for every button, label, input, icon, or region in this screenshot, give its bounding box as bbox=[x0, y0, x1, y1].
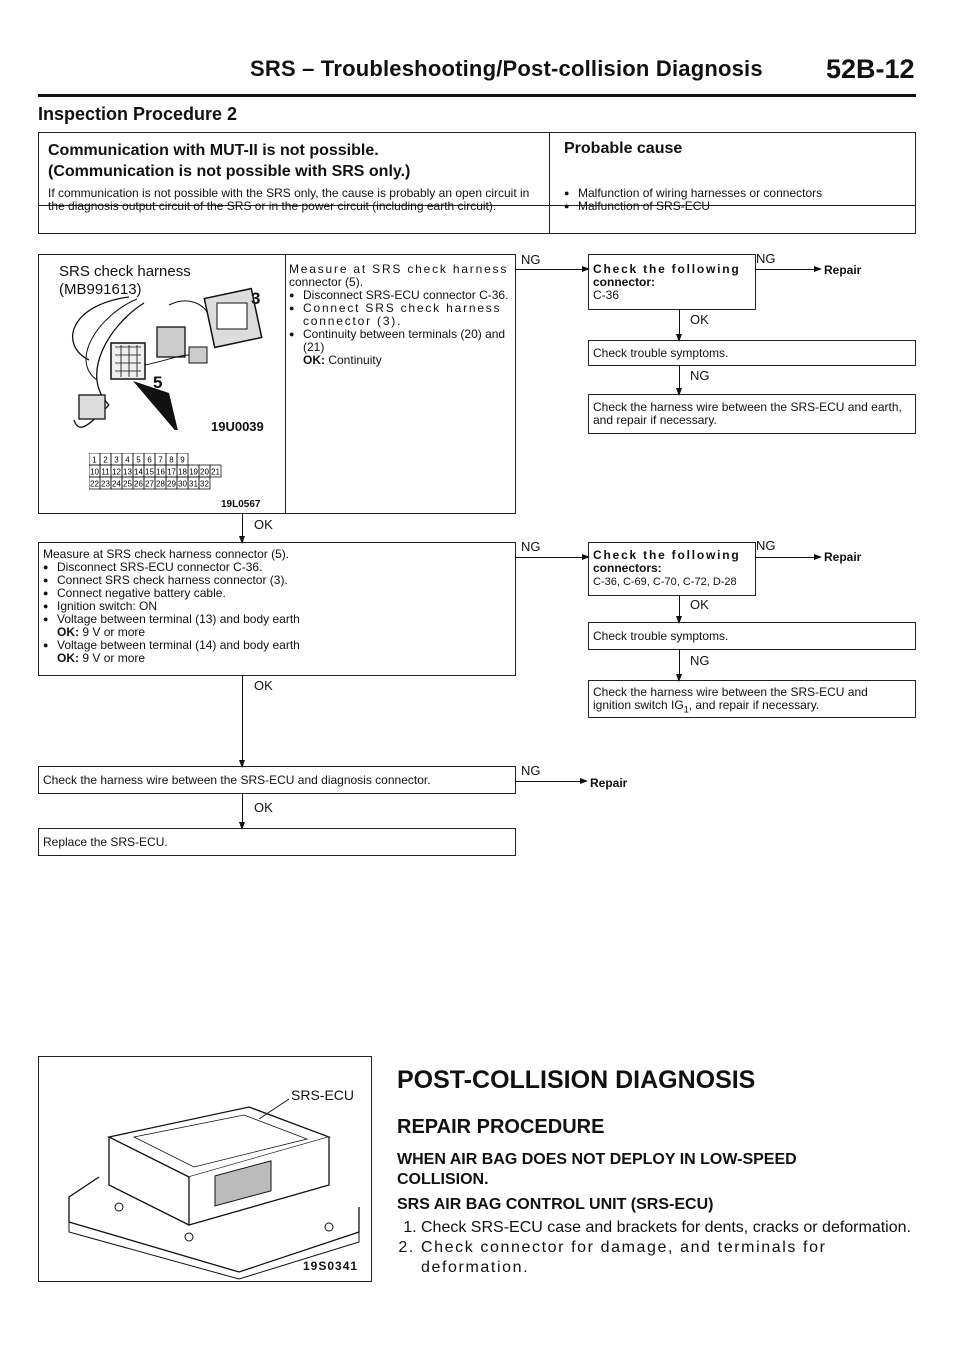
figure-title: SRS check harness (MB991613) bbox=[59, 263, 191, 298]
step3-box: Check the harness wire between the SRS-ECU and diagnosis connector. bbox=[38, 766, 516, 794]
pin-label: 17 bbox=[167, 467, 176, 477]
pin-label: 21 bbox=[211, 467, 220, 477]
pin-label: 28 bbox=[156, 479, 165, 489]
step1-instructions: Measure at SRS check harness connector (5). ● Disconnect SRS-ECU connector C-36. ● Connect SRS check harness connector (3). ● Continuity between terminals (20) and (21) OK: Continuity bbox=[289, 263, 511, 367]
callout-3: 3 bbox=[251, 289, 261, 308]
pin-label: 13 bbox=[123, 467, 132, 477]
pin-label: 10 bbox=[90, 467, 99, 477]
pin-label: 29 bbox=[167, 479, 176, 489]
figure-code-top: 19U0039 bbox=[211, 419, 264, 434]
callout-5: 5 bbox=[153, 373, 163, 392]
unit-heading: SRS AIR BAG CONTROL UNIT (SRS-ECU) bbox=[397, 1196, 714, 1213]
pin-label: 16 bbox=[156, 467, 165, 477]
pin-label: 14 bbox=[134, 467, 143, 477]
branch1-check-box: Check the following connector: C-36 bbox=[588, 254, 756, 310]
header-rule bbox=[38, 94, 916, 97]
pin-label: 6 bbox=[147, 455, 152, 465]
symptom-description: If communication is not possible with the SRS only, the cause is probably an open circuit in the diagnosis output circuit of the SRS or in the power circuit (including earth circuit). bbox=[48, 186, 530, 213]
pin-label: 5 bbox=[136, 455, 141, 465]
pin-label: 7 bbox=[158, 455, 163, 465]
figure-code-bottom: 19L0567 bbox=[221, 499, 261, 510]
step1-box bbox=[38, 254, 516, 514]
ecu-figure-code: 19S0341 bbox=[303, 1259, 359, 1273]
step3-repair: Repair bbox=[590, 776, 628, 790]
pin-label: 9 bbox=[180, 455, 185, 465]
branch2-harness-box: Check the harness wire between the SRS-ECU and ignition switch $IG_1$, and repair if necessary. bbox=[588, 680, 916, 718]
pin-label: 26 bbox=[134, 479, 143, 489]
section-title: Inspection Procedure 2 bbox=[38, 104, 238, 124]
pin-label: 1 bbox=[92, 455, 97, 465]
symptom-title: Communication with MUT-II is not possible. (Communication is not possible with SRS only.) bbox=[48, 142, 411, 180]
pin-label: 19 bbox=[189, 467, 198, 477]
pin-label: 8 bbox=[169, 455, 174, 465]
symptom-table bbox=[38, 132, 916, 234]
branch1-harness-box: Check the harness wire between the SRS-ECU and earth, and repair if necessary. bbox=[588, 394, 916, 434]
step2-box: Measure at SRS check harness connector (5). ● Disconnect SRS-ECU connector C-36. ● Connect SRS check harness connector (3). ● Connect negative battery cable. ● Ignition switch: ON ● Voltage between terminal (13) and body earth OK: 9 V or more ● Voltage between terminal (14) and body earth OK: 9 V or more bbox=[38, 542, 516, 676]
page-number: 52B-12 bbox=[826, 54, 915, 84]
branch2-check-box: Check the following connectors: C-36, C-69, C-70, C-72, D-28 bbox=[588, 542, 756, 596]
pin-label: 31 bbox=[189, 479, 198, 489]
pin-label: 15 bbox=[145, 467, 154, 477]
repair-steps: 1. Check SRS-ECU case and brackets for dents, cracks or deformation. 2. Check connector for damage, and terminals for deformation. bbox=[397, 1218, 917, 1278]
check-harness-illustration bbox=[49, 285, 279, 430]
pin-label: 30 bbox=[178, 479, 187, 489]
pin-label: 22 bbox=[90, 479, 99, 489]
pin-label: 4 bbox=[125, 455, 130, 465]
branch2-repair: Repair bbox=[824, 550, 862, 564]
probable-cause-header: Probable cause bbox=[564, 140, 683, 157]
pin-label: 2 bbox=[103, 455, 108, 465]
pin-layout-diagram bbox=[89, 453, 269, 493]
pin-label: 24 bbox=[112, 479, 121, 489]
pin-label: 25 bbox=[123, 479, 132, 489]
branch1-repair: Repair bbox=[824, 263, 862, 277]
pin-label: 12 bbox=[112, 467, 121, 477]
probable-cause-list: ● Malfunction of wiring harnesses or connectors ● Malfunction of SRS-ECU bbox=[564, 187, 822, 213]
srs-ecu-label: SRS-ECU bbox=[291, 1087, 355, 1103]
case-heading: WHEN AIR BAG DOES NOT DEPLOY IN LOW-SPEED COLLISION. bbox=[397, 1151, 797, 1188]
branch1-symptoms-box: Check trouble symptoms. bbox=[588, 340, 916, 366]
step4-box: Replace the SRS-ECU. bbox=[38, 828, 516, 856]
srs-ecu-figure bbox=[38, 1056, 372, 1282]
pin-label: 23 bbox=[101, 479, 110, 489]
page-header-title: SRS – Troubleshooting/Post-collision Diagnosis bbox=[250, 56, 763, 81]
branch1-ng-label: NG bbox=[521, 252, 541, 267]
pin-label: 20 bbox=[200, 467, 209, 477]
pin-label: 32 bbox=[200, 479, 209, 489]
pin-label: 3 bbox=[114, 455, 119, 465]
pin-label: 18 bbox=[178, 467, 187, 477]
pin-label: 27 bbox=[145, 479, 154, 489]
branch2-symptoms-box: Check trouble symptoms. bbox=[588, 622, 916, 650]
post-collision-title: POST-COLLISION DIAGNOSIS bbox=[397, 1066, 756, 1094]
pin-label: 11 bbox=[101, 467, 110, 477]
repair-procedure-title: REPAIR PROCEDURE bbox=[397, 1116, 605, 1138]
